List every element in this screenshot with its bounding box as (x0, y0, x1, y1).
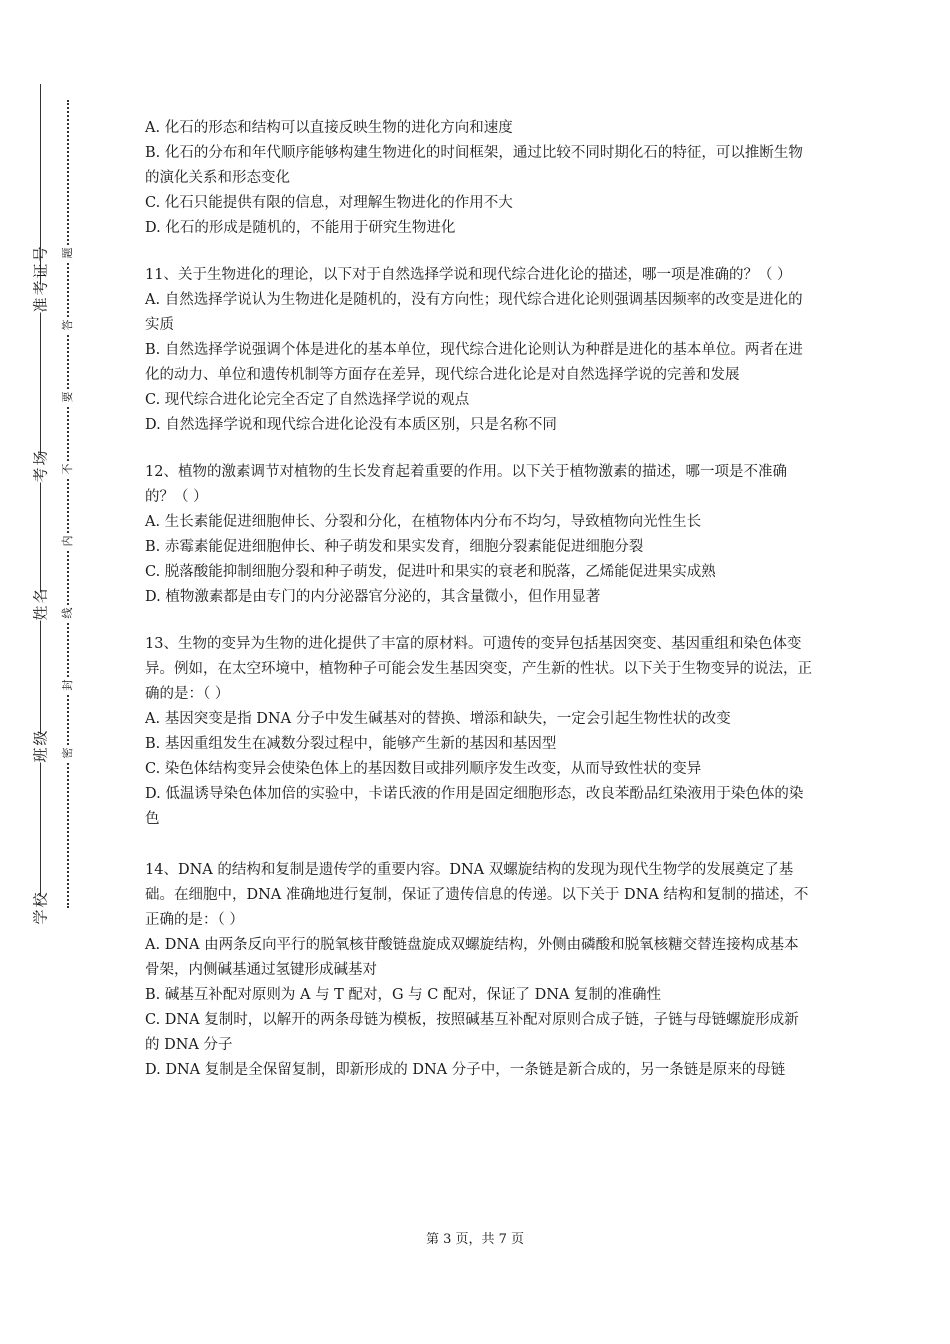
binding-solid-line (40, 84, 41, 924)
seal-char: 密 (61, 745, 75, 761)
exam-content (145, 116, 813, 1083)
seal-char: 题 (61, 245, 75, 261)
option-b: B. 化石的分布和年代顺序能够构建生物进化的时间框架，通过比较不同时期化石的特征，可以推断生物的演化关系和形态变化 (145, 145, 803, 186)
option-d: D. DNA 复制是全保留复制，即新形成的 DNA 分子中，一条链是新合成的，另一条链是原来的母链 (145, 1062, 786, 1078)
field-class: 班级 (31, 728, 50, 763)
seal-char: 要 (61, 389, 75, 405)
option-c: C. 现代综合进化论完全否定了自然选择学说的观点 (145, 392, 470, 408)
question-stem: 14、DNA 的结构和复制是遗传学的重要内容。DNA 双螺旋结构的发现为现代生物学的发展奠定了基础。在细胞中，DNA 准确地进行复制，保证了遗传信息的传递。以下关于 DNA 结构和复制的描述，不正确的是：（ ） (145, 862, 809, 928)
question-11 (145, 263, 813, 438)
option-c: C. 脱落酸能抑制细胞分裂和种子萌发，促进叶和果实的衰老和脱落，乙烯能促进果实成熟 (145, 564, 716, 580)
option-a: A. 基因突变是指 DNA 分子中发生碱基对的替换、增添和缺失，一定会引起生物性状的改变 (145, 711, 731, 727)
page-number: 第 3 页，共 7 页 (425, 1232, 525, 1247)
seal-dotted-line (67, 100, 69, 908)
option-b: B. 基因重组发生在减数分裂过程中，能够产生新的基因和基因型 (145, 736, 557, 752)
option-a: A. 自然选择学说认为生物进化是随机的，没有方向性；现代综合进化论则强调基因频率的改变是进化的实质 (145, 292, 803, 333)
option-b: B. 赤霉素能促进细胞伸长、种子萌发和果实发育，细胞分裂素能促进细胞分裂 (145, 539, 644, 555)
option-c: C. 染色体结构变异会使染色体上的基因数目或排列顺序发生改变，从而导致性状的变异 (145, 761, 702, 777)
seal-char: 答 (61, 317, 75, 333)
question-stem: 13、生物的变异为生物的进化提供了丰富的原材料。可遗传的变异包括基因突变、基因重组和染色体变异。例如，在太空环境中，植物种子可能会发生基因突变，产生新的性状。以下关于生物变异的说法，正确的是：（ ） (145, 636, 812, 702)
seal-char: 不 (61, 461, 75, 477)
field-name: 姓名 (31, 586, 50, 621)
option-d: D. 植物激素都是由专门的内分泌器官分泌的，其含量微小，但作用显著 (145, 589, 601, 605)
field-exam-room: 考场 (31, 448, 50, 483)
question-12 (145, 460, 813, 610)
option-b: B. 自然选择学说强调个体是进化的基本单位，现代综合进化论则认为种群是进化的基本单位。两者在进化的动力、单位和遗传机制等方面存在差异，现代综合进化论是对自然选择学说的完善和发展 (145, 342, 803, 383)
option-d: D. 化石的形成是随机的，不能用于研究生物进化 (145, 220, 456, 236)
option-b: B. 碱基互补配对原则为 A 与 T 配对，G 与 C 配对，保证了 DNA 复制的准确性 (145, 987, 661, 1003)
binding-margin (0, 0, 120, 1344)
question-14 (145, 858, 813, 1083)
option-c: C. 化石只能提供有限的信息，对理解生物进化的作用不大 (145, 195, 513, 211)
seal-char: 内 (61, 533, 75, 549)
field-school: 学校 (31, 890, 50, 925)
option-d: D. 自然选择学说和现代综合进化论没有本质区别，只是名称不同 (145, 417, 557, 433)
option-a: A. 生长素能促进细胞伸长、分裂和分化，在植物体内分布不均匀，导致植物向光性生长 (145, 514, 702, 530)
field-exam-number: 准考证号 (31, 244, 50, 313)
previous-question-options (145, 116, 813, 241)
seal-char: 封 (61, 677, 75, 693)
question-stem: 11、关于生物进化的理论，以下对于自然选择学说和现代综合进化论的描述，哪一项是准确的？（ ） (145, 267, 792, 283)
question-13 (145, 632, 813, 832)
option-a: A. DNA 由两条反向平行的脱氧核苷酸链盘旋成双螺旋结构，外侧由磷酸和脱氧核糖交替连接构成基本骨架，内侧碱基通过氢键形成碱基对 (145, 937, 799, 978)
question-stem: 12、植物的激素调节对植物的生长发育起着重要的作用。以下关于植物激素的描述，哪一项是不准确的？（ ） (145, 464, 787, 505)
option-a: A. 化石的形态和结构可以直接反映生物的进化方向和速度 (145, 120, 513, 136)
option-d: D. 低温诱导染色体加倍的实验中，卡诺氏液的作用是固定细胞形态，改良苯酚品红染液用于染色体的染色 (145, 786, 804, 827)
option-c: C. DNA 复制时，以解开的两条母链为模板，按照碱基互补配对原则合成子链，子链与母链螺旋形成新的 DNA 分子 (145, 1012, 799, 1053)
seal-char: 线 (61, 605, 75, 621)
